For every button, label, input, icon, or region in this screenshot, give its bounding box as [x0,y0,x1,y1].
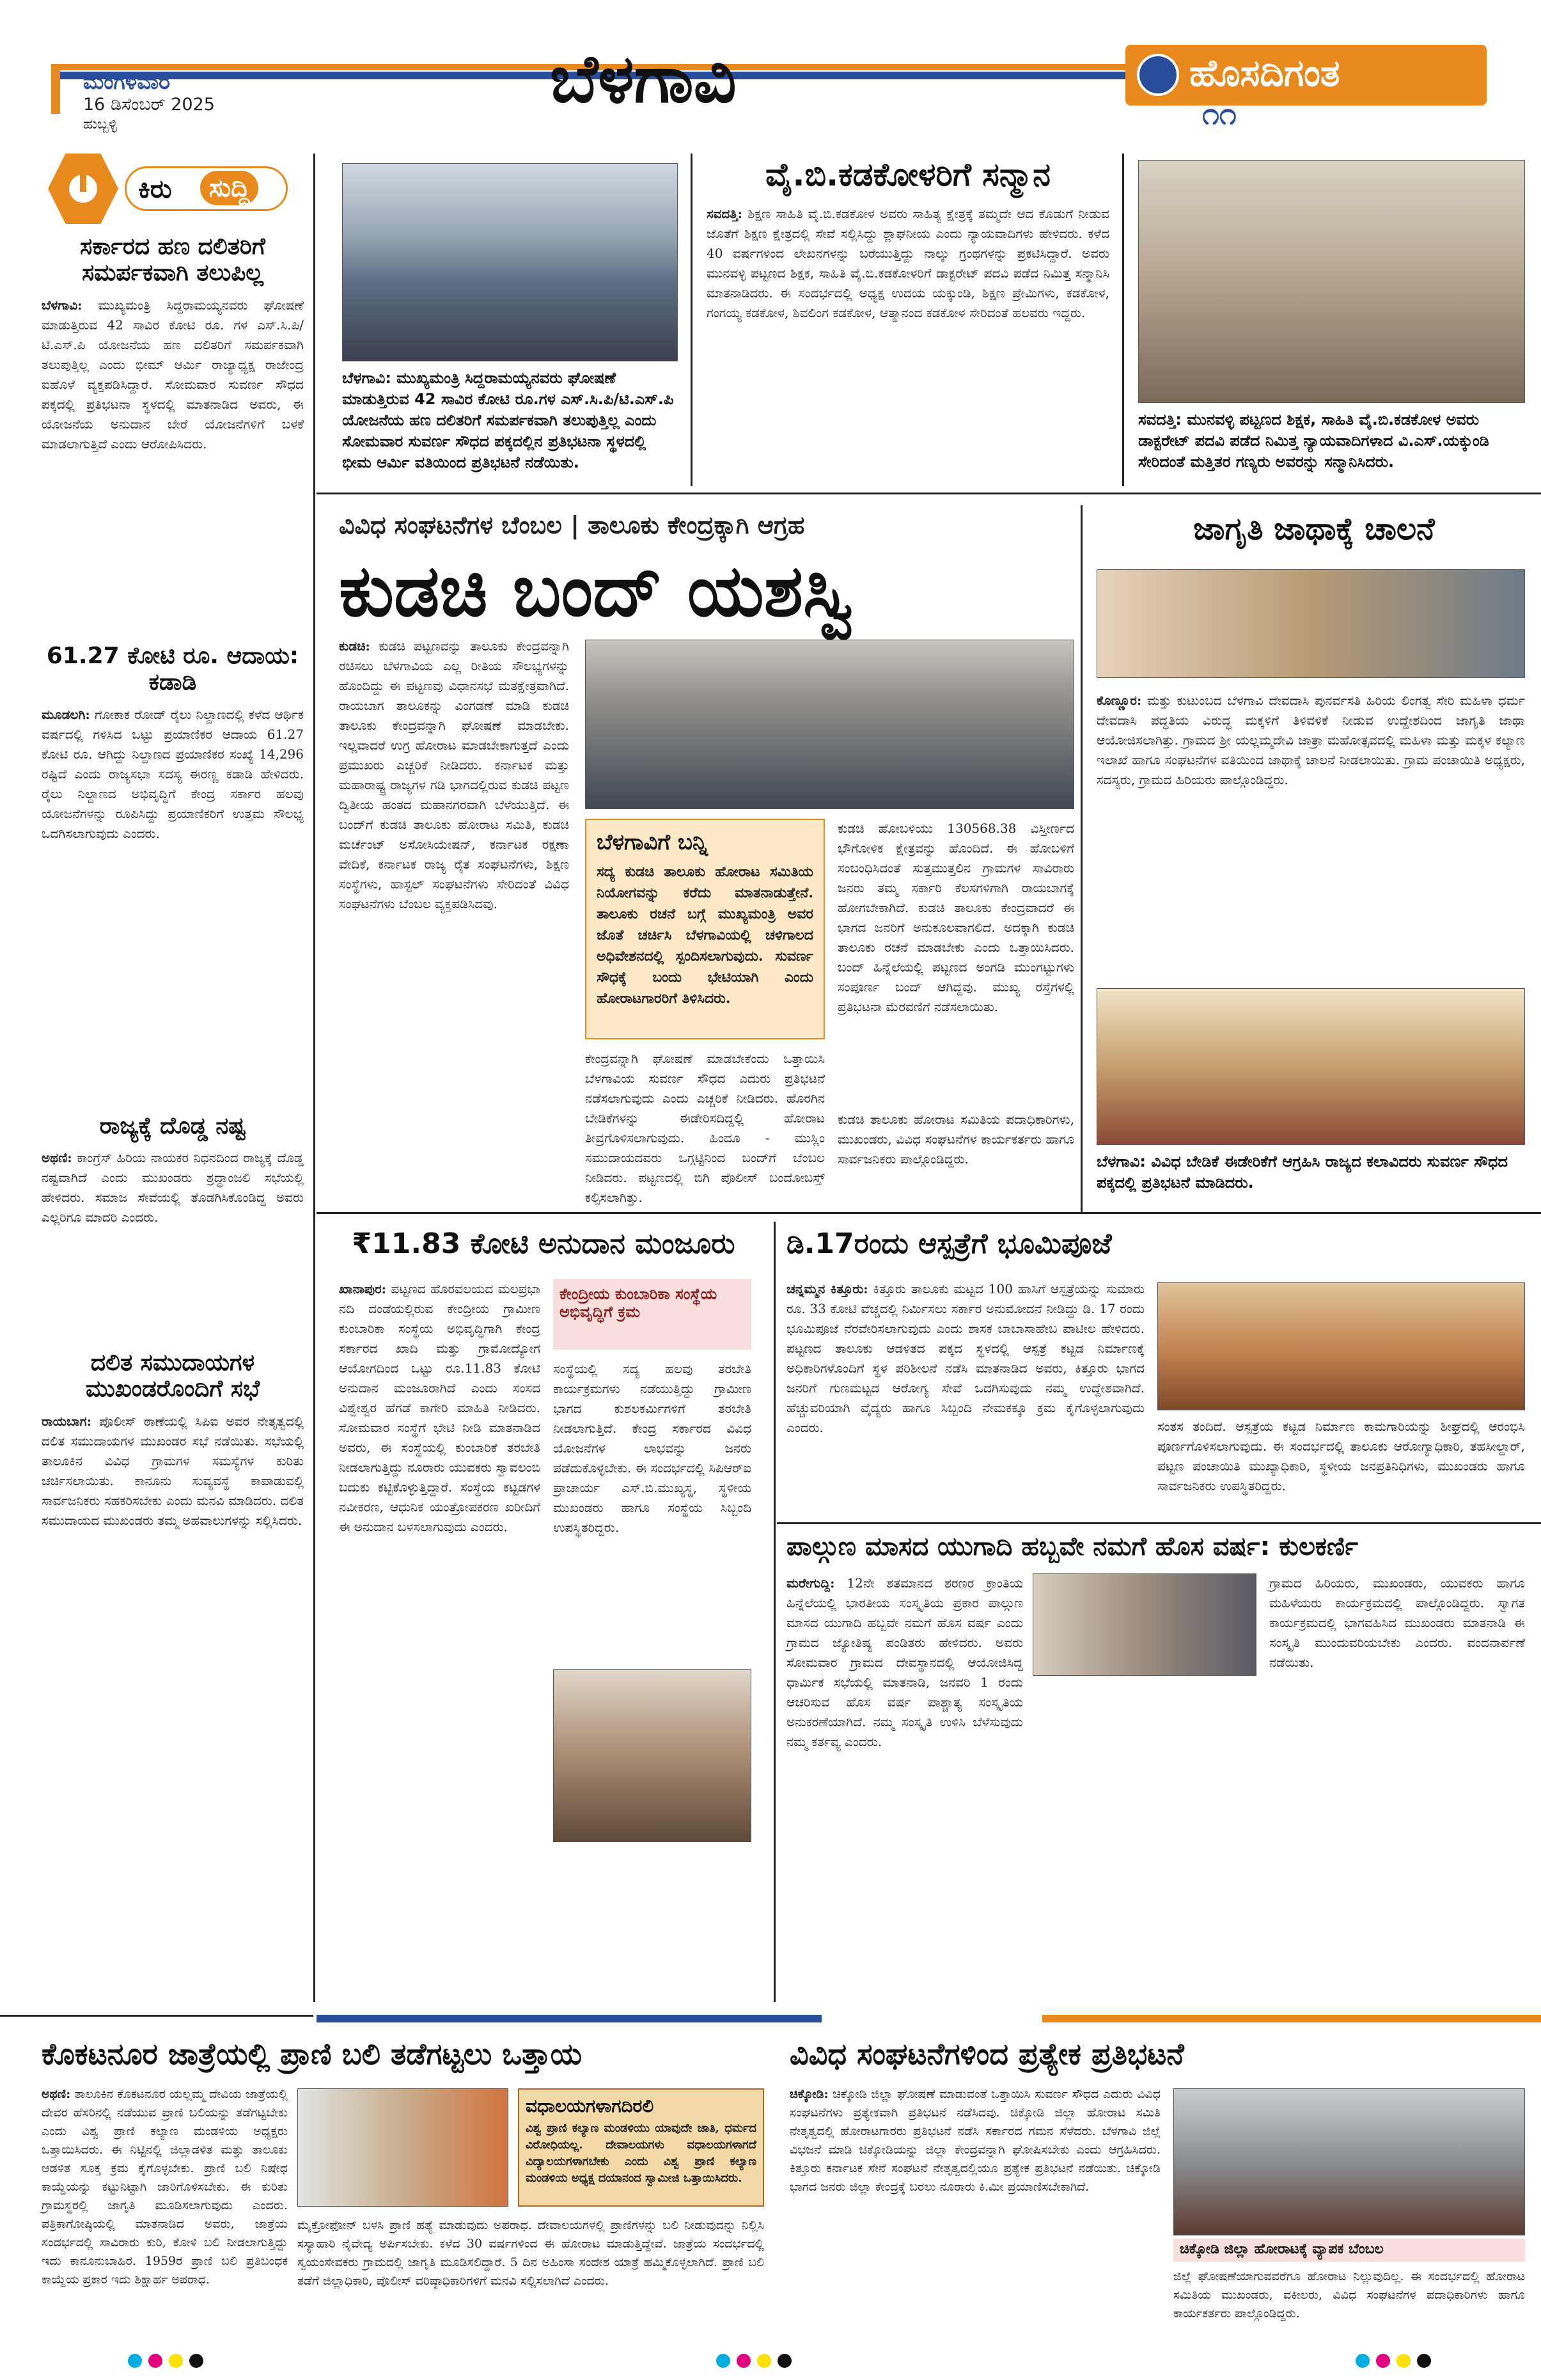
photo-caption: ಬೆಳಗಾವಿ: ಮುಖ್ಯಮಂತ್ರಿ ಸಿದ್ದರಾಮಯ್ಯನವರು ಘೋಷಣೆ ಮಾಡುತ್ತಿರುವ 42 ಸಾವಿರ ಕೋಟಿ ರೂ.ಗಳ ಎಸ್.ಸಿ.ಪಿ/ಟಿ.ಎಸ್.ಪಿ ಯೋಜನೆಯ ಹಣ ದಲಿತರಿಗೆ ಸಮರ್ಪಕವಾಗಿ ತಲುಪುತ್ತಿಲ್ಲ ಎಂದು ಸೋಮವಾರ ಸುವರ್ಣ ಸೌಧದ ಪಕ್ಕದಲ್ಲಿನ ಪ್ರತಿಭಟನಾ ಸ್ಥಳದಲ್ಲಿ ಭೀಮ ಆರ್ಮಿ ವತಿಯಿಂದ ಪ್ರತಿಭಟನೆ ನಡೆಯಿತು. [342,369,674,471]
story-headline: ದಲಿತ ಸಮುದಾಯಗಳ ಮುಖಂಡರೊಂದಿಗೆ ಸಭೆ [85,1350,260,1403]
story-headline: ಪಾಲ್ಗುಣ ಮಾಸದ ಯುಗಾದಿ ಹಬ್ಬವೇ ನಮಗೆ ಹೊಸ ವರ್ಷ: ಕುಲಕರ್ಣಿ [786,1532,1358,1561]
brand-banner [1125,45,1487,106]
story-body [786,1279,1145,1438]
story-body: ಗ್ರಾಮದ ಹಿರಿಯರು, ಮುಖಂಡರು, ಯುವಕರು ಹಾಗೂ ಮಹಿಳೆಯರು ಕಾರ್ಯಕ್ರಮದಲ್ಲಿ ಪಾಲ್ಗೊಂಡಿದ್ದರು. ಸ್ವಾಗತ ಕಾರ್ಯಕ್ರಮದಲ್ಲಿ ಭಾಗವಹಿಸಿದ ಮುಖಂಡರು ಮಾತನಾಡಿ ಈ ಸಂಸ್ಕೃತಿ ಮುಂದುವರಿಯಬೇಕು ಎಂದರು. ವಂದನಾರ್ಪಣೆ ನಡೆಯಿತು. [1269,1575,1525,1670]
story-body: ಕೇಂದ್ರವನ್ನಾಗಿ ಘೋಷಣೆ ಮಾಡಬೇಕೆಂದು ಒತ್ತಾಯಿಸಿ ಬೆಳಗಾವಿಯ ಸುವರ್ಣ ಸೌಧದ ಎದುರು ಪ್ರತಿಭಟನೆ ನಡೆಸಲಾಗುವುದು ಎಂದು ಎಚ್ಚರಿಕೆ ನೀಡಿದರು. ಹೊರಗಿನ ಬೇಡಿಕೆಗಳನ್ನು ಈಡೇರಿಸದಿದ್ದಲ್ಲಿ ಹೋರಾಟ ತೀವ್ರಗೊಳಿಸಲಾಗುವುದು. ಹಿಂದೂ - ಮುಸ್ಲಿಂ ಸಮುದಾಯದವರು ಒಗ್ಗಟ್ಟಿನಿಂದ ಬಂದ್‌ಗೆ ಬೆಂಬಲ ನೀಡಿದರು. ಪಟ್ಟಣದಲ್ಲಿ ಬಿಗಿ ಪೊಲೀಸ್ ಬಂದೋಬಸ್ತ್ ಕಲ್ಪಿಸಲಾಗಿತ್ತು. [585,1051,825,1205]
story-body [790,2085,1161,2196]
kiru-label: ಕಿರು [138,175,172,204]
story-body [42,2085,288,2289]
dateline: ಮೂಡಲಗಿ: [42,706,90,722]
hand-point-icon [48,154,118,224]
column-rule [1122,154,1124,486]
lead-kicker: ವಿವಿಧ ಸಂಘಟನೆಗಳ ಬೆಂಬಲ | ತಾಲೂಕು ಕೇಂದ್ರಕ್ಕಾಗಿ ಆಗ್ರಹ [339,511,805,539]
meeting-photo [1033,1573,1256,1676]
brand-logo-icon [1137,54,1179,96]
highlight-box [553,1279,751,1350]
story-body [42,296,304,454]
bandh-photo [585,640,1074,809]
highlight-box [585,819,825,1039]
pottery-visit-photo [553,1669,751,1842]
story-body: ಕುಡಚಿ ತಾಲೂಕು ಹೋರಾಟ ಸಮಿತಿಯ ಪದಾಧಿಕಾರಿಗಳು, ಮುಖಂಡರು, ವಿವಿಧ ಸಂಘಟನೆಗಳ ಕಾರ್ಯಕರ್ತರು ಹಾಗೂ ಸಾರ್ವಜನಿಕರು ಪಾಲ್ಗೊಂಡಿದ್ದರು. [838,1112,1074,1167]
story-body [786,1573,1023,1752]
row-rule [317,493,1541,494]
masthead [0,0,1541,132]
artists-protest-photo [1097,988,1525,1145]
row-rule [317,1212,1541,1214]
box-title: ಚಿಕ್ಕೋಡಿ ಜಿಲ್ಲಾ ಹೋರಾಟಕ್ಕೆ ವ್ಯಾಪಕ ಬೆಂಬಲ [1180,2241,1384,2257]
story-text: ಕುಡಚಿ ಪಟ್ಟಣವನ್ನು ತಾಲೂಕು ಕೇಂದ್ರವನ್ನಾಗಿ ರಚಿಸಲು ಬೆಳಗಾವಿಯ ಎಲ್ಲ ರೀತಿಯ ಸೌಲಭ್ಯಗಳನ್ನು ಹೊಂದಿದ್ದು ಈ ಪಟ್ಟಣವು ವಿಧಾನಸಭೆ ಮತಕ್ಷೇತ್ರವಾಗಿದೆ. ರಾಯಬಾಗ ತಾಲೂಕನ್ನು ವಿಂಗಡಣೆ ಮಾಡಿ ಕುಡಚಿ ತಾಲೂಕು ಕೇಂದ್ರವನ್ನಾಗಿ ಘೋಷಣೆ ಮಾಡಬೇಕು. ಇಲ್ಲವಾದರೆ ಉಗ್ರ ಹೋರಾಟ ಮಾಡಬೇಕಾಗುತ್ತದೆ ಎಂದು ಪ್ರಮುಖರು ಎಚ್ಚರಿಕೆ ನೀಡಿದರು. ಕರ್ನಾಟಕ ಮತ್ತು ಮಹಾರಾಷ್ಟ್ರ ರಾಜ್ಯಗಳ ಗಡಿ ಭಾಗದಲ್ಲಿರುವ ಕುಡಚಿ ಪಟ್ಟಣ ದ್ವಿತೀಯ ಹಂತದ ಮಹಾನಗರವಾಗಿ ಬೆಳೆಯುತ್ತಿದೆ. ಈ ಬಂದ್‌ಗೆ ಕುಡಚಿ ತಾಲೂಕು ಹೋರಾಟ ಸಮಿತಿ, ಕುಡಚಿ ಮರ್ಚೆಂಟ್ ಅಸೋಸಿಯೇಷನ್, ಕರ್ನಾಟಕ ರಕ್ಷಣಾ ವೇದಿಕೆ, ಕರ್ನಾಟಕ ರಾಜ್ಯ ರೈತ ಸಂಘಟನೆಗಳು, ಶಿಕ್ಷಣ ಸಂಸ್ಥೆಗಳು, ಹಾಸ್ಟಲ್ ಸಂಘಟನೆಗಳು ಸೇರಿದಂತೆ ವಿವಿಧ ಸಂಘಟನೆಗಳು ಬೆಂಬಲ ವ್ಯಕ್ತಪಡಿಸಿದವು. [339,638,569,911]
photo-caption: ಬೆಳಗಾವಿ: ವಿವಿಧ ಬೇಡಿಕೆ ಈಡೇರಿಕೆಗೆ ಆಗ್ರಹಿಸಿ ರಾಜ್ಯದ ಕಲಾವಿದರು ಸುವರ್ಣ ಸೌಧದ ಪಕ್ಕದಲ್ಲಿ ಪ್ರತಿಭಟನೆ ಮಾಡಿದರು. [1097,1153,1508,1192]
row-rule [0,2015,313,2017]
column-rule [1081,505,1083,1212]
edition-label: ಹುಬ್ಬಳ್ಳಿ [83,116,118,132]
registration-marks [1356,2354,1431,2368]
masthead-left-bar [51,69,60,114]
column-rule [774,1222,776,2002]
suddi-label: ಸುದ್ದಿ [200,171,258,205]
row-rule [777,1522,1541,1524]
box-body: ವಿಶ್ವ ಪ್ರಾಣಿ ಕಲ್ಯಾಣ ಮಂಡಳಿಯು ಯಾವುದೇ ಜಾತಿ, ಧರ್ಮದ ವಿರೋಧಿಯಲ್ಲ. ದೇವಾಲಯಗಳು ವಧಾಲಯಗಳಾಗದೆ ವಿದ್ಯಾಲಯಗಳಾಗಬೇಕು ಎಂದು ವಿಶ್ವ ಪ್ರಾಣಿ ಕಲ್ಯಾಣ ಮಂಡಳಿಯ ಅಧ್ಯಕ್ಷ ದಯಾನಂದ ಸ್ವಾಮೀಜಿ ಒತ್ತಾಯಿಸಿದರು. [526,2122,756,2186]
kiru-suddi-badge [48,154,291,224]
story-headline: 61.27 ಕೋಟಿ ರೂ. ಆದಾಯ: ಕಡಾಡಿ [46,643,299,696]
story-body [42,1412,304,1531]
highlight-box [1173,2239,1525,2262]
dateline: ಅಥಣಿ: [42,1150,72,1166]
dateline: ಚಿಕ್ಕೋಡಿ: [790,2087,829,2101]
dateline: ಖಾನಾಪುರ: [339,1281,387,1296]
dateline: ಮರೇಗುದ್ದಿ: [786,1575,835,1591]
story-headline: ಸರ್ಕಾರದ ಹಣ ದಲಿತರಿಗೆ ಸಮರ್ಪಕವಾಗಿ ತಲುಪಿಲ್ಲ [80,233,265,287]
dateline: ಅಥಣಿ: [42,2087,71,2101]
story-text: ತಾಲೂಕಿನ ಕೊಕಟನೂರ ಯಲ್ಲಮ್ಮ ದೇವಿಯ ಜಾತ್ರೆಯಲ್ಲಿ ದೇವರ ಹೆಸರಿನಲ್ಲಿ ನಡೆಯುವ ಪ್ರಾಣಿ ಬಲಿಯನ್ನು ತಡೆಗಟ್ಟಬೇಕು ಎಂದು ವಿಶ್ವ ಪ್ರಾಣಿ ಕಲ್ಯಾಣ ಮಂಡಳಿಯ ಅಧ್ಯಕ್ಷರು ಒತ್ತಾಯಿಸಿದರು. ಈ ನಿಟ್ಟಿನಲ್ಲಿ ಜಿಲ್ಲಾಡಳಿತ ಮತ್ತು ತಾಲೂಕು ಆಡಳಿತ ಸೂಕ್ತ ಕ್ರಮ ಕೈಗೊಳ್ಳಬೇಕು. ಪ್ರಾಣಿ ಬಲಿ ನಿಷೇಧ ಕಾಯ್ದೆಯನ್ನು ಕಟ್ಟುನಿಟ್ಟಾಗಿ ಜಾರಿಗೊಳಿಸಬೇಕು. ಈ ಕುರಿತು ಗ್ರಾಮಸ್ಥರಲ್ಲಿ ಜಾಗೃತಿ ಮೂಡಿಸಲಾಗುವುದು ಎಂದರು. ಪತ್ರಿಕಾಗೋಷ್ಠಿಯಲ್ಲಿ ಮಾತನಾಡಿದ ಅವರು, ಜಾತ್ರೆಯ ಸಂದರ್ಭದಲ್ಲಿ ಸಾವಿರಾರು ಕುರಿ, ಕೋಳಿ ಬಲಿ ನೀಡಲಾಗುತ್ತಿದ್ದು ಇದು ಕಾನೂನುಬಾಹಿರ. 1959ರ ಪ್ರಾಣಿ ಬಲಿ ಪ್ರತಿಬಂಧಕ ಕಾಯ್ದೆಯ ಪ್ರಕಾರ ಇದು ಶಿಕ್ಷಾರ್ಹ ಅಪರಾಧ. [42,2087,288,2287]
column-rule [691,154,692,486]
photo-caption: ಸವದತ್ತಿ: ಮುನವಳ್ಳಿ ಪಟ್ಟಣದ ಶಿಕ್ಷಕ, ಸಾಹಿತಿ ವೈ.ಬಿ.ಕಡಕೋಳ ಅವರು ಡಾಕ್ಟರೇಟ್ ಪದವಿ ಪಡೆದ ನಿಮಿತ್ತ ನ್ಯಾಯವಾದಿಗಳಾದ ವಿ.ಎಸ್.ಯಕ್ಕುಂಡಿ ಸೇರಿದಂತೆ ಮತ್ತಿತರ ಗಣ್ಯರು ಅವರನ್ನು ಸನ್ಮಾನಿಸಿದರು. [1138,411,1489,471]
story-body [339,636,569,914]
column-rule [313,154,315,2002]
story-text: ಕಾಂಗ್ರೆಸ್ ಹಿರಿಯ ನಾಯಕರ ನಿಧನದಿಂದ ರಾಜ್ಯಕ್ಕೆ ದೊಡ್ಡ ನಷ್ಟವಾಗಿದೆ ಎಂದು ಮುಖಂಡರು ಶ್ರದ್ಧಾಂಜಲಿ ಸಭೆಯಲ್ಲಿ ಹೇಳಿದರು. ಸಮಾಜ ಸೇವೆಯಲ್ಲಿ ತೊಡಗಿಸಿಕೊಂಡಿದ್ದ ಅವರು ಎಲ್ಲರಿಗೂ ಮಾದರಿ ಎಂದರು. [42,1150,304,1225]
dateline: ಸವದತ್ತಿ: [707,205,743,221]
swamiji-photo [297,2088,508,2207]
story-text: 12ನೇ ಶತಮಾನದ ಶರಣರ ಕ್ರಾಂತಿಯ ಹಿನ್ನೆಲೆಯಲ್ಲಿ ಭಾರತೀಯ ಸಂಸ್ಕೃತಿಯ ಪ್ರಕಾರ ಪಾಲ್ಗುಣ ಮಾಸದ ಯುಗಾದಿ ಹಬ್ಬವೇ ನಮಗೆ ಹೊಸ ವರ್ಷ ಎಂದು ಗ್ರಾಮದ ಜ್ಯೋತಿಷ್ಯ ಪಂಡಿತರು ಹೇಳಿದರು. ಅವರು ಸೋಮವಾರ ಗ್ರಾಮದ ದೇವಸ್ಥಾನದಲ್ಲಿ ಆಯೋಜಿಸಿದ್ದ ಧಾರ್ಮಿಕ ಸಭೆಯಲ್ಲಿ ಮಾತನಾಡಿ, ಜನವರಿ 1 ರಂದು ಆಚರಿಸುವ ಹೊಸ ವರ್ಷ ಪಾಶ್ಚಾತ್ಯ ಸಂಸ್ಕೃತಿಯ ಅನುಕರಣೆಯಾಗಿದೆ. ನಮ್ಮ ಸಂಸ್ಕೃತಿ ಉಳಿಸಿ ಬೆಳೆಸುವುದು ನಮ್ಮ ಕರ್ತವ್ಯ ಎಂದರು. [786,1575,1023,1749]
dateline: ಚನ್ನಮ್ಮನ ಕಿತ್ತೂರು: [786,1281,868,1296]
story-body [339,1279,540,1537]
story-headline: ರಾಜ್ಯಕ್ಕೆ ದೊಡ್ಡ ನಷ್ಟ [99,1113,246,1139]
story-headline: ಡಿ.17ರಂದು ಆಸ್ಪತ್ರೆಗೆ ಭೂಮಿಪೂಜೆ [786,1227,1112,1260]
lead-headline: ಕುಡಚಿ ಬಂದ್ ಯಶಸ್ವಿ [339,549,854,633]
day-label: ಮಂಗಳವಾರ [83,69,171,95]
box-title: ವಧಾಲಯಗಳಾಗದಿರಲಿ [526,2095,654,2116]
story-text: ಚಿಕ್ಕೋಡಿ ಜಿಲ್ಲಾ ಘೋಷಣೆ ಮಾಡುವಂತೆ ಒತ್ತಾಯಿಸಿ ಸುವರ್ಣ ಸೌಧದ ಎದುರು ವಿವಿಧ ಸಂಘಟನೆಗಳು ಪ್ರತ್ಯೇಕವಾಗಿ ಪ್ರತಿಭಟನೆ ನಡೆಸಿದವು. ಚಿಕ್ಕೋಡಿ ಜಿಲ್ಲಾ ಹೋರಾಟ ಸಮಿತಿ ನೇತೃತ್ವದಲ್ಲಿ ಹೋರಾಟಗಾರರು ಪ್ರತಿಭಟನೆ ನಡೆಸಿ ಸರ್ಕಾರದ ಗಮನ ಸೆಳೆದರು. ಬೆಳಗಾವಿ ಜಿಲ್ಲೆ ವಿಭಜನೆ ಮಾಡಿ ಚಿಕ್ಕೋಡಿಯನ್ನು ಜಿಲ್ಲಾ ಕೇಂದ್ರವನ್ನಾಗಿ ಘೋಷಿಸಬೇಕು ಎಂದು ಆಗ್ರಹಿಸಿದರು. ಕಿತ್ತೂರು ಕರ್ನಾಟಕ ಸೇನೆ ಸಂಘಟನೆ ನೇತೃತ್ವದಲ್ಲಿಯೂ ಪ್ರತ್ಯೇಕ ಪ್ರತಿಭಟನೆ ನಡೆಯಿತು. ಚಿಕ್ಕೋಡಿ ಭಾಗದ ಜನರು ಜಿಲ್ಲಾ ಕೇಂದ್ರಕ್ಕೆ ಬರಲು ನೂರಾರು ಕಿ.ಮೀ ಪ್ರಯಾಣಿಸಬೇಕಾಗಿದೆ. [790,2087,1161,2194]
story-body: ಜಿಲ್ಲೆ ಘೋಷಣೆಯಾಗುವವರೆಗೂ ಹೋರಾಟ ನಿಲ್ಲುವುದಿಲ್ಲ. ಈ ಸಂದರ್ಭದಲ್ಲಿ ಹೋರಾಟ ಸಮಿತಿಯ ಮುಖಂಡರು, ವಕೀಲರು, ವಿವಿಧ ಸಂಘಟನೆಗಳ ಪದಾಧಿಕಾರಿಗಳು ಹಾಗೂ ಕಾರ್ಯಕರ್ತರು ಪಾಲ್ಗೊಂಡಿದ್ದರು. [1173,2269,1525,2321]
story-body: ಕುಡಚಿ ಹೋಬಳಿಯು 130568.38 ವಿಸ್ತೀರ್ಣದ ಭೌಗೋಳಿಕ ಕ್ಷೇತ್ರವನ್ನು ಹೊಂದಿದೆ. ಈ ಹೋಬಳಿಗೆ ಸಂಬಂಧಿಸಿದಂತೆ ಸುತ್ತಮುತ್ತಲಿನ ಗ್ರಾಮಗಳ ಸಾವಿರಾರು ಜನರು ತಮ್ಮ ಸರ್ಕಾರಿ ಕೆಲಸಗಳಿಗಾಗಿ ರಾಯಬಾಗಕ್ಕೆ ಹೋಗಬೇಕಾಗಿದೆ. ಕುಡಚಿ ತಾಲೂಕು ಕೇಂದ್ರವಾದರೆ ಈ ಭಾಗದ ಜನರಿಗೆ ಅನುಕೂಲವಾಗಲಿದೆ. ಅದಕ್ಕಾಗಿ ಕುಡಚಿ ತಾಲೂಕು ರಚನೆ ಮಾಡಬೇಕು ಎಂದು ಒತ್ತಾಯಿಸಿದರು. ಬಂದ್ ಹಿನ್ನೆಲೆಯಲ್ಲಿ ಪಟ್ಟಣದ ಅಂಗಡಿ ಮುಂಗಟ್ಟುಗಳು ಸಂಪೂರ್ಣ ಬಂದ್ ಆಗಿದ್ದವು. ಮುಖ್ಯ ರಸ್ತೆಗಳಲ್ಲಿ ಪ್ರತಿಭಟನಾ ಮೆರವಣಿಗೆ ನಡೆಸಲಾಯಿತು. [838,821,1074,1014]
story-body [707,204,1109,323]
section-title: ಬೆಳಗಾವಿ [550,40,737,118]
story-body [1097,691,1525,790]
dateline: ಕುಡಚಿ: [339,638,370,654]
page-number: ೧೧ [1202,96,1237,132]
registration-marks [128,2354,203,2368]
story-headline: ವೈ.ಬಿ.ಕಡಕೋಳರಿಗೆ ಸನ್ಮಾನ [765,156,1051,193]
story-headline: ವಿವಿಧ ಸಂಘಟನೆಗಳಿಂದ ಪ್ರತ್ಯೇಕ ಪ್ರತಿಭಟನೆ [790,2037,1184,2071]
section-divider-blue [317,2015,822,2022]
story-headline: ಜಾಗೃತಿ ಜಾಥಾಕ್ಕೆ ಚಾಲನೆ [1193,511,1435,547]
story-headline: ₹11.83 ಕೋಟಿ ಅನುದಾನ ಮಂಜೂರು [352,1227,735,1260]
felicitation-photo [1138,160,1525,403]
section-divider-orange [1042,2015,1541,2022]
protest-photo [342,163,678,361]
jatha-photo [1097,569,1525,678]
story-body: ಸಂತಸ ತಂದಿದೆ. ಆಸ್ಪತ್ರೆಯ ಕಟ್ಟಡ ನಿರ್ಮಾಣ ಕಾಮಗಾರಿಯನ್ನು ಶೀಘ್ರದಲ್ಲಿ ಆರಂಭಿಸಿ ಪೂರ್ಣಗೊಳಿಸಲಾಗುವುದು. ಈ ಸಂದರ್ಭದಲ್ಲಿ ತಾಲೂಕು ಆರೋಗ್ಯಾಧಿಕಾರಿ, ತಹಸೀಲ್ದಾರ್, ಪಟ್ಟಣ ಪಂಚಾಯಿತಿ ಮುಖ್ಯಾಧಿಕಾರಿ, ಸ್ಥಳೀಯ ಜನಪ್ರತಿನಿಧಿಗಳು, ಮುಖಂಡರು ಹಾಗೂ ಸಾರ್ವಜನಿಕರು ಉಪಸ್ಥಿತರಿದ್ದರು. [1157,1419,1525,1493]
story-body [42,1148,304,1227]
site-inspection-photo [1157,1282,1525,1410]
dateline: ಕೊಣ್ಣೂರ: [1097,693,1142,708]
chikkodi-protest-photo [1173,2088,1525,2235]
date-label: 16 ಡಿಸೆಂಬರ್ 2025 [83,95,215,114]
story-text: ಮತ್ತು ಕುಟುಂಬದ ಬೆಳಗಾವಿ ದೇವದಾಸಿ ಪುನರ್ವಸತಿ ಹಿರಿಯ ಲಿಂಗತ್ವ ಸೇರಿ ಮಹಿಳಾ ಧರ್ಮ ದೇವದಾಸಿ ಪದ್ಧತಿಯ ವಿರುದ್ಧ ಮಕ್ಕಳಿಗೆ ತಿಳಿವಳಿಕೆ ನೀಡುವ ಉದ್ದೇಶದಿಂದ ಜಾಗೃತಿ ಜಾಥಾ ಆಯೋಜಿಸಲಾಗಿತ್ತು. ಗ್ರಾಮದ ಶ್ರೀ ಯಲ್ಲಮ್ಮದೇವಿ ಜಾತ್ರಾ ಮಹೋತ್ಸವದಲ್ಲಿ ಮಹಿಳಾ ಮತ್ತು ಮಕ್ಕಳ ಕಲ್ಯಾಣ ಇಲಾಖೆ ಹಾಗೂ ಸಂಘಟನೆಗಳ ವತಿಯಿಂದ ಜಾಥಾಕ್ಕೆ ಚಾಲನೆ ನೀಡಲಾಯಿತು. ಗ್ರಾಮ ಪಂಚಾಯಿತಿ ಅಧ್ಯಕ್ಷರು, ಸದಸ್ಯರು, ಗ್ರಾಮದ ಹಿರಿಯರು ಪಾಲ್ಗೊಂಡಿದ್ದರು. [1097,693,1525,787]
registration-marks [716,2354,792,2368]
story-text: ಪಟ್ಟಣದ ಹೊರವಲಯದ ಮಲಪ್ರಭಾ ನದಿ ದಂಡೆಯಲ್ಲಿರುವ ಕೇಂದ್ರೀಯ ಗ್ರಾಮೀಣ ಕುಂಬಾರಿಕಾ ಸಂಸ್ಥೆಯ ಅಭಿವೃದ್ಧಿಗಾಗಿ ಕೇಂದ್ರ ಸರ್ಕಾರದ ಖಾದಿ ಮತ್ತು ಗ್ರಾಮೋದ್ಯೋಗ ಆಯೋಗದಿಂದ ಒಟ್ಟು ರೂ.11.83 ಕೋಟಿ ಅನುದಾನ ಮಂಜೂರಾಗಿದೆ ಎಂದು ಸಂಸದ ವಿಶ್ವೇಶ್ವರ ಹೆಗಡೆ ಕಾಗೇರಿ ಮಾಹಿತಿ ನೀಡಿದರು. ಸೋಮವಾರ ಸಂಸ್ಥೆಗೆ ಭೇಟಿ ನೀಡಿ ಮಾತನಾಡಿದ ಅವರು, ಈ ಸಂಸ್ಥೆಯಲ್ಲಿ ಕುಂಬಾರಿಕೆ ತರಬೇತಿ ನೀಡಲಾಗುತ್ತಿದ್ದು ನೂರಾರು ಯುವಕರು ಸ್ವಾವಲಂಬಿ ಬದುಕು ಕಟ್ಟಿಕೊಳ್ಳುತ್ತಿದ್ದಾರೆ. ಸಂಸ್ಥೆಯ ಕಟ್ಟಡಗಳ ನವೀಕರಣ, ಆಧುನಿಕ ಯಂತ್ರೋಪಕರಣ ಖರೀದಿಗೆ ಈ ಅನುದಾನ ಬಳಸಲಾಗುವುದು ಎಂದರು. [339,1281,540,1534]
story-text: ಪೊಲೀಸ್ ಠಾಣೆಯಲ್ಲಿ ಸಿಪಿಐ ಅವರ ನೇತೃತ್ವದಲ್ಲಿ ದಲಿತ ಸಮುದಾಯಗಳ ಮುಖಂಡರ ಸಭೆ ನಡೆಯಿತು. ಸಭೆಯಲ್ಲಿ ತಾಲೂಕಿನ ವಿವಿಧ ಗ್ರಾಮಗಳ ಸಮಸ್ಯೆಗಳ ಕುರಿತು ಚರ್ಚಿಸಲಾಯಿತು. ಕಾನೂನು ಸುವ್ಯವಸ್ಥೆ ಕಾಪಾಡುವಲ್ಲಿ ಸಾರ್ವಜನಿಕರು ಸಹಕರಿಸಬೇಕು ಎಂದು ಮನವಿ ಮಾಡಿದರು. ದಲಿತ ಸಮುದಾಯದ ಮುಖಂಡರು ತಮ್ಮ ಅಹವಾಲುಗಳನ್ನು ಸಲ್ಲಿಸಿದರು. [42,1413,304,1528]
highlight-box [518,2088,764,2207]
dateline: ಬೆಳಗಾವಿ: [42,297,82,313]
story-body: ಮೈಕ್ರೋಫೋನ್ ಬಳಸಿ ಪ್ರಾಣಿ ಹತ್ಯೆ ಮಾಡುವುದು ಅಪರಾಧ. ದೇವಾಲಯಗಳಲ್ಲಿ ಪ್ರಾಣಿಗಳನ್ನು ಬಲಿ ನೀಡುವುದನ್ನು ನಿಲ್ಲಿಸಿ ಸಸ್ಯಾಹಾರಿ ನೈವೇದ್ಯ ಅರ್ಪಿಸಬೇಕು. ಕಳೆದ 30 ವರ್ಷಗಳಿಂದ ಈ ಹೋರಾಟ ಮಾಡುತ್ತಿದ್ದೇವೆ. ಜಾತ್ರೆಯ ಸಂದರ್ಭದಲ್ಲಿ ಸ್ವಯಂಸೇವಕರು ಗ್ರಾಮದಲ್ಲಿ ಜಾಗೃತಿ ಮೂಡಿಸಲಿದ್ದಾರೆ. 5 ದಿನ ಅಹಿಂಸಾ ಸಂದೇಶ ಯಾತ್ರೆ ಹಮ್ಮಿಕೊಳ್ಳಲಾಗಿದೆ. ಪ್ರಾಣಿ ಬಲಿ ತಡೆಗೆ ಜಿಲ್ಲಾಧಿಕಾರಿ, ಪೊಲೀಸ್ ವರಿಷ್ಠಾಧಿಕಾರಿಗಳಿಗೆ ಮನವಿ ಸಲ್ಲಿಸಲಾಗಿದೆ ಎಂದರು. [297,2218,764,2288]
dateline: ರಾಯಬಾಗ: [42,1413,91,1429]
story-text: ಗೋಕಾಕ ರೋಡ್ ರೈಲು ನಿಲ್ದಾಣದಲ್ಲಿ ಕಳೆದ ಆರ್ಥಿಕ ವರ್ಷದಲ್ಲಿ ಗಳಿಸಿದ ಒಟ್ಟು ಪ್ರಯಾಣಿಕರ ಆದಾಯ 61.27 ಕೋಟಿ ರೂ. ಆಗಿದ್ದು ನಿಲ್ದಾಣದ ಪ್ರಯಾಣಿಕರ ಸಂಖ್ಯೆ 14,296 ರಷ್ಟಿದೆ ಎಂದು ರಾಜ್ಯಸಭಾ ಸದಸ್ಯ ಈರಣ್ಣ ಕಡಾಡಿ ಹೇಳಿದರು. ರೈಲು ನಿಲ್ದಾಣದ ಅಭಿವೃದ್ಧಿಗೆ ಕೇಂದ್ರ ಸರ್ಕಾರ ಹಲವು ಯೋಜನೆಗಳನ್ನು ರೂಪಿಸಿದ್ದು ಪ್ರಯಾಣಿಕರಿಗೆ ಉತ್ತಮ ಸೌಲಭ್ಯ ಒದಗಿಸಲಾಗುವುದು ಎಂದರು. [42,706,304,841]
story-text: ಶಿಕ್ಷಣ ಸಾಹಿತಿ ವೈ.ಬಿ.ಕಡಕೋಳ ಅವರು ಸಾಹಿತ್ಯ ಕ್ಷೇತ್ರಕ್ಕೆ ತಮ್ಮದೇ ಆದ ಕೊಡುಗೆ ನೀಡುವ ಜೊತೆಗೆ ಶಿಕ್ಷಣ ಕ್ಷೇತ್ರದಲ್ಲಿ ಸೇವೆ ಸಲ್ಲಿಸಿದ್ದು ಶ್ಲಾಘನೀಯ ಎಂದು ನ್ಯಾಯವಾದಿಗಳು ಹೇಳಿದರು. ಕಳೆದ 40 ವರ್ಷಗಳಿಂದ ಲೇಖನಗಳನ್ನು ಬರೆಯುತ್ತಿದ್ದು ನಾಲ್ಕು ಗ್ರಂಥಗಳನ್ನು ಪ್ರಕಟಿಸಿದ್ದಾರೆ. ಅವರು ಮುನವಳ್ಳಿ ಪಟ್ಟಣದ ಶಿಕ್ಷಕ, ಸಾಹಿತಿ ವೈ.ಬಿ.ಕಡಕೋಳರಿಗೆ ಡಾಕ್ಟರೇಟ್ ಪದವಿ ಪಡೆದ ನಿಮಿತ್ತ ಸನ್ಮಾನಿಸಿ ಮಾತನಾಡಿದರು. ಈ ಸಂದರ್ಭದಲ್ಲಿ ಅಧ್ಯಕ್ಷ ಉದಯ ಯಕ್ಕುಂಡಿ, ಶಿಕ್ಷಣ ಪ್ರೇಮಿಗಳು, ಕಡಕೋಳ, ಗಂಗಯ್ಯ ಕಡಕೋಳ, ಶಿವಲಿಂಗ ಕಡಕೋಳ, ಆತ್ಮಾನಂದ ಕಡಕೋಳ ಸೇರಿದಂತೆ ಹಲವರು ಇದ್ದರು. [707,205,1110,320]
story-text: ಮುಖ್ಯಮಂತ್ರಿ ಸಿದ್ದರಾಮಯ್ಯನವರು ಘೋಷಣೆ ಮಾಡುತ್ತಿರುವ 42 ಸಾವಿರ ಕೋಟಿ ರೂ. ಗಳ ಎಸ್.ಸಿ.ಪಿ/ಟಿ.ಎಸ್.ಪಿ ಯೋಜನೆಯ ಹಣ ದಲಿತರಿಗೆ ಸಮರ್ಪಕವಾಗಿ ತಲುಪುತ್ತಿಲ್ಲ ಎಂದು ಭೀಮ್ ಆರ್ಮಿ ರಾಜ್ಯಾಧ್ಯಕ್ಷ ರಾಜೇಂದ್ರ ಐಹೊಳೆ ವ್ಯಕ್ತಪಡಿಸಿದ್ದಾರೆ. ಸೋಮವಾರ ಸುವರ್ಣ ಸೌಧದ ಪಕ್ಕದಲ್ಲಿ ಪ್ರತಿಭಟನಾ ಸ್ಥಳದಲ್ಲಿ ಮಾತನಾಡಿದ ಅವರು, ಈ ಯೋಜನೆಯ ಅನುದಾನ ಬೇರೆ ಯೋಜನೆಗಳಿಗೆ ಬಳಕೆ ಮಾಡಲಾಗುತ್ತಿದೆ ಎಂದು ಆರೋಪಿಸಿದರು. [42,297,304,452]
box-title: ಕೇಂದ್ರೀಯ ಕುಂಬಾರಿಕಾ ಸಂಸ್ಥೆಯ ಅಭಿವೃದ್ಧಿಗೆ ಕ್ರಮ [559,1285,717,1321]
box-body: ಸದ್ಯ ಕುಡಚಿ ತಾಲೂಕು ಹೋರಾಟ ಸಮಿತಿಯ ನಿಯೋಗವನ್ನು ಕರೆದು ಮಾತನಾಡುತ್ತೇನೆ. ತಾಲೂಕು ರಚನೆ ಬಗ್ಗೆ ಮುಖ್ಯಮಂತ್ರಿ ಅವರ ಜೊತೆ ಚರ್ಚಿಸಿ ಬೆಳಗಾವಿಯಲ್ಲಿ ಚಳಿಗಾಲದ ಅಧಿವೇಶನದಲ್ಲಿ ಸ್ಪಂದಿಸಲಾಗುವುದು. ಸುವರ್ಣ ಸೌಧಕ್ಕೆ ಬಂದು ಭೇಟಿಯಾಗಿ ಎಂದು ಹೋರಾಟಗಾರರಿಗೆ ತಿಳಿಸಿದರು. [597,863,813,1007]
story-text: ಕಿತ್ತೂರು ತಾಲೂಕು ಮಟ್ಟದ 100 ಹಾಸಿಗೆ ಆಸ್ಪತ್ರೆಯನ್ನು ಸುಮಾರು ರೂ. 33 ಕೋಟಿ ವೆಚ್ಚದಲ್ಲಿ ನಿರ್ಮಿಸಲು ಸರ್ಕಾರ ಅನುಮೋದನೆ ನೀಡಿದ್ದು ಡಿ. 17 ರಂದು ಭೂಮಿಪೂಜೆ ನೆರವೇರಿಸಲಾಗುವುದು ಎಂದು ಶಾಸಕ ಬಾಬಾಸಾಹೇಬ ಪಾಟೀಲ ಹೇಳಿದರು. ಪಟ್ಟಣದ ತಾಲೂಕು ಆಡಳಿತದ ಪಕ್ಕದ ಸ್ಥಳದಲ್ಲಿ ಆಸ್ಪತ್ರೆ ಕಟ್ಟಡ ನಿರ್ಮಾಣಕ್ಕೆ ಅಧಿಕಾರಿಗಳೊಂದಿಗೆ ಸ್ಥಳ ಪರಿಶೀಲನೆ ನಡೆಸಿ ಮಾತನಾಡಿದ ಅವರು, ಕಿತ್ತೂರು ಭಾಗದ ಜನರಿಗೆ ಗುಣಮಟ್ಟದ ಆರೋಗ್ಯ ಸೇವೆ ಒದಗಿಸುವುದು ನಮ್ಮ ಉದ್ದೇಶವಾಗಿದೆ. ಹೆಚ್ಚುವರಿಯಾಗಿ ವೈದ್ಯರು ಹಾಗೂ ಸಿಬ್ಬಂದಿ ನೇಮಕಕ್ಕೂ ಕ್ರಮ ಕೈಗೊಳ್ಳಲಾಗುವುದು ಎಂದರು. [786,1281,1145,1435]
story-headline: ಕೊಕಟನೂರ ಜಾತ್ರೆಯಲ್ಲಿ ಪ್ರಾಣಿ ಬಲಿ ತಡೆಗಟ್ಟಲು ಒತ್ತಾಯ [42,2037,582,2071]
story-body: ಸಂಸ್ಥೆಯಲ್ಲಿ ಸದ್ಯ ಹಲವು ತರಬೇತಿ ಕಾರ್ಯಕ್ರಮಗಳು ನಡೆಯುತ್ತಿದ್ದು ಗ್ರಾಮೀಣ ಭಾಗದ ಕುಶಲಕರ್ಮಿಗಳಿಗೆ ತರಬೇತಿ ನೀಡಲಾಗುತ್ತಿದೆ. ಕೇಂದ್ರ ಸರ್ಕಾರದ ವಿವಿಧ ಯೋಜನೆಗಳ ಲಾಭವನ್ನು ಜನರು ಪಡೆದುಕೊಳ್ಳಬೇಕು. ಈ ಸಂದರ್ಭದಲ್ಲಿ ಸಿಪಿಆರ್‌ಐ ಪ್ರಾಚಾರ್ಯ ಎಸ್.ಬಿ.ಮುಖ್ಯಸ್ಥ, ಸ್ಥಳೀಯ ಮುಖಂಡರು ಹಾಗೂ ಸಂಸ್ಥೆಯ ಸಿಬ್ಬಂದಿ ಉಪಸ್ಥಿತರಿದ್ದರು. [553,1361,751,1535]
brand-name: ಹೊಸದಿಗಂತ [1189,51,1340,95]
box-title: ಬೆಳಗಾವಿಗೆ ಬನ್ನಿ [597,830,708,855]
story-body [42,705,304,844]
